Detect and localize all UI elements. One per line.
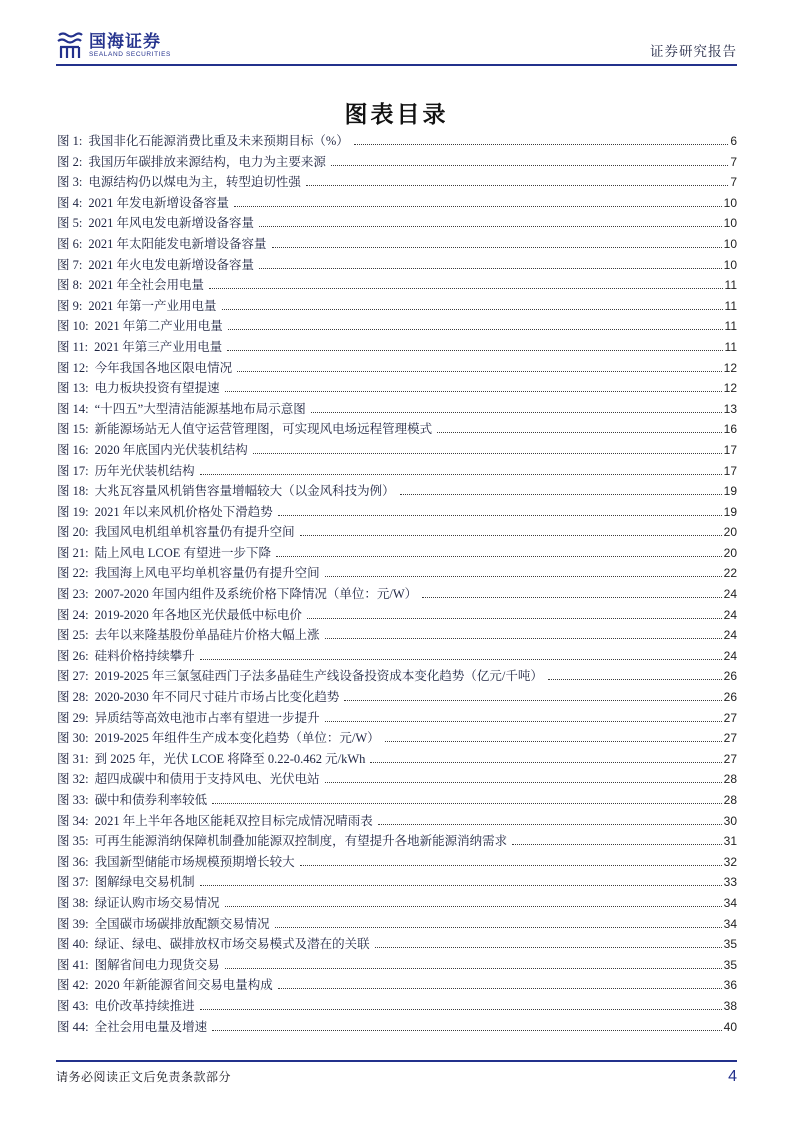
toc-entry-label: 图 22: [57, 566, 89, 581]
toc-entry-page: 10 [723, 195, 737, 210]
toc-entry-title: 2021 年以来风机价格处下滑趋势 [94, 504, 273, 519]
page-number: 4 [728, 1068, 737, 1085]
toc-entry-page: 24 [723, 587, 737, 602]
toc-dot-leader [278, 515, 722, 516]
toc-entry-title: 2021 年第三产业用电量 [94, 339, 223, 354]
toc-entry-label: 图 1: [57, 134, 83, 148]
toc-entry[interactable] [57, 502, 737, 523]
toc-entry-title: 大兆瓦容量风机销售容量增幅较大（以金风科技为例） [94, 484, 395, 499]
toc-dot-leader [200, 1009, 722, 1010]
toc-entry[interactable] [57, 440, 737, 461]
toc-entry-label: 图 11: [57, 339, 89, 354]
toc-entry[interactable] [57, 152, 737, 173]
toc-entry-page: 20 [723, 545, 737, 560]
toc-dot-leader [278, 988, 722, 989]
toc-entry-page: 13 [723, 401, 737, 416]
page-header [56, 28, 737, 66]
toc-entry-label: 图 7: [57, 257, 83, 272]
toc-entry-page: 24 [723, 648, 737, 663]
toc-entry-page: 31 [723, 834, 737, 849]
toc-entry-title: 2020 年底国内光伏装机结构 [94, 442, 248, 457]
toc-entry-title: 2019-2025 年组件生产成本变化趋势（单位：元/W） [94, 731, 380, 746]
toc-entry[interactable] [57, 955, 737, 976]
toc-entry-label: 图 27: [57, 669, 89, 684]
toc-dot-leader [325, 576, 722, 577]
toc-entry[interactable] [57, 543, 737, 564]
toc-entry-title: 历年光伏装机结构 [94, 463, 195, 478]
toc-entry[interactable] [57, 461, 737, 482]
toc-entry[interactable] [57, 996, 737, 1017]
toc-entry-title: 2021 年第一产业用电量 [88, 298, 217, 313]
toc-dot-leader [272, 247, 722, 248]
toc-entry-title: 2019-2025 年三氯氢硅西门子法多晶硅生产线设备投资成本变化趋势（亿元/千吨） [94, 669, 543, 684]
toc-entry-label: 图 5: [57, 216, 83, 231]
toc-entry-page: 7 [730, 154, 737, 169]
toc-entry-page: 32 [723, 854, 737, 869]
toc-entry-title: 图解绿电交易机制 [94, 875, 195, 890]
toc-entry-title: 到 2025 年，光伏 LCOE 将降至 0.22-0.462 元/kWh [94, 751, 366, 766]
toc-entry[interactable] [57, 749, 737, 770]
toc-entry-page: 11 [724, 278, 737, 293]
toc-entry[interactable] [57, 811, 737, 832]
toc-entry-title: 2021 年火电发电新增设备容量 [88, 257, 254, 272]
toc-entry-page: 10 [723, 236, 737, 251]
toc-entry-title: 去年以来隆基股份单晶硅片价格大幅上涨 [94, 628, 320, 643]
toc-entry[interactable] [57, 275, 737, 296]
toc-entry-label: 图 31: [57, 751, 89, 766]
toc-entry[interactable] [57, 172, 737, 193]
toc-dot-leader [512, 844, 722, 845]
sealand-logo-icon [56, 31, 83, 60]
toc-dot-leader [234, 206, 722, 207]
toc-dot-leader [300, 865, 722, 866]
toc-entry-title: 2021 年全社会用电量 [88, 278, 204, 293]
toc-entry[interactable] [57, 399, 737, 420]
toc-entry[interactable] [57, 687, 737, 708]
toc-dot-leader [378, 824, 722, 825]
toc-entry-label: 图 25: [57, 628, 89, 643]
toc-entry-title: 2021 年第二产业用电量 [94, 319, 223, 334]
toc-entry-title: 绿证、绿电、碳排放权市场交易模式及潜在的关联 [94, 937, 370, 952]
toc-entry[interactable] [57, 255, 737, 276]
toc-dot-leader [276, 556, 722, 557]
toc-entry-page: 19 [723, 484, 737, 499]
toc-entry[interactable] [57, 831, 737, 852]
toc-entry-title: 我国新型储能市场规模预期增长较大 [94, 854, 295, 869]
toc-entry-label: 图 16: [57, 442, 89, 457]
toc-entry-page: 12 [723, 360, 737, 375]
toc-dot-leader [400, 494, 722, 495]
toc-entry-page: 6 [730, 134, 737, 148]
toc-entry-page: 30 [723, 813, 737, 828]
toc-entry-label: 图 33: [57, 793, 89, 807]
toc-entry-label: 图 4: [57, 195, 83, 210]
toc-entry-label: 图 41: [57, 957, 89, 972]
toc-entry-page: 36 [723, 978, 737, 993]
toc-dot-leader [212, 803, 722, 804]
toc-entry-title: 电力板块投资有望提速 [94, 381, 220, 396]
brand-block [56, 31, 171, 60]
toc-dot-leader [227, 350, 722, 351]
toc-entry-label: 图 40: [57, 937, 89, 952]
toc-entry[interactable] [57, 625, 737, 646]
toc-entry[interactable] [57, 769, 737, 790]
toc-entry-title: 2021 年上半年各地区能耗双控目标完成情况晴雨表 [94, 813, 373, 828]
toc-entry-page: 35 [723, 957, 737, 972]
toc-entry-label: 图 10: [57, 319, 89, 334]
toc-dot-leader [225, 968, 722, 969]
toc-dot-leader [311, 412, 722, 413]
toc-entry-title: 电源结构仍以煤电为主，转型迫切性强 [88, 175, 301, 190]
toc-entry-title: 我国非化石能源消费比重及未来预期目标（%） [88, 134, 349, 148]
toc-entry-title: 我国海上风电平均单机容量仍有提升空间 [94, 566, 320, 581]
toc-entry-title: 我国历年碳排放来源结构，电力为主要来源 [88, 154, 326, 169]
toc-dot-leader [325, 721, 722, 722]
toc-dot-leader [331, 165, 728, 166]
toc-entry-page: 27 [723, 751, 737, 766]
toc-entry-title: 2021 年风电发电新增设备容量 [88, 216, 254, 231]
toc-entry[interactable] [57, 131, 737, 152]
toc-entry[interactable] [57, 358, 737, 379]
toc-entry-page: 26 [723, 690, 737, 705]
brand-subtitle: SEALAND SECURITIES [89, 50, 171, 58]
toc-entry-page: 33 [723, 875, 737, 890]
toc-dot-leader [259, 268, 722, 269]
toc-dot-leader [259, 226, 722, 227]
toc-dot-leader [275, 927, 722, 928]
toc-entry-page: 26 [723, 669, 737, 684]
toc-entry-label: 图 30: [57, 731, 89, 746]
toc-entry-label: 图 37: [57, 875, 89, 890]
toc-entry-label: 图 9: [57, 298, 83, 313]
figure-toc-list [57, 131, 737, 1037]
toc-dot-leader [200, 474, 722, 475]
toc-entry-page: 16 [723, 422, 737, 437]
toc-entry-page: 19 [723, 504, 737, 519]
toc-dot-leader [209, 288, 723, 289]
toc-entry[interactable] [57, 234, 737, 255]
toc-entry[interactable] [57, 296, 737, 317]
toc-entry-page: 24 [723, 607, 737, 622]
toc-entry[interactable] [57, 193, 737, 214]
toc-dot-leader [222, 309, 723, 310]
toc-entry-label: 图 38: [57, 895, 89, 910]
toc-entry-label: 图 36: [57, 854, 89, 869]
toc-dot-leader [306, 185, 728, 186]
toc-entry-title: 今年我国各地区限电情况 [94, 360, 233, 375]
toc-dot-leader [307, 618, 722, 619]
toc-entry-title: 图解省间电力现货交易 [94, 957, 220, 972]
toc-entry-page: 17 [723, 442, 737, 457]
toc-dot-leader [237, 371, 722, 372]
toc-entry[interactable] [57, 852, 737, 873]
toc-dot-leader [325, 638, 722, 639]
toc-dot-leader [225, 391, 722, 392]
toc-entry-label: 图 21: [57, 545, 89, 560]
toc-entry-label: 图 20: [57, 525, 89, 540]
toc-entry-page: 27 [723, 731, 737, 746]
toc-entry-title: 可再生能源消纳保障机制叠加能源双控制度，有望提升各地新能源消纳需求 [94, 834, 508, 849]
toc-entry-page: 22 [723, 566, 737, 581]
toc-dot-leader [375, 947, 722, 948]
toc-entry-title: 2020 年新能源省间交易电量构成 [94, 978, 273, 993]
toc-entry-page: 7 [730, 175, 737, 190]
toc-entry-page: 40 [723, 1019, 737, 1034]
toc-entry-label: 图 15: [57, 422, 89, 437]
toc-entry[interactable] [57, 666, 737, 687]
toc-entry-label: 图 28: [57, 690, 89, 705]
toc-entry[interactable] [57, 584, 737, 605]
toc-entry-page: 11 [724, 298, 737, 313]
toc-dot-leader [370, 762, 721, 763]
brand-name: 国海证券 [89, 31, 161, 51]
toc-entry-title: 全国碳市场碳排放配额交易情况 [94, 916, 270, 931]
toc-entry-page: 10 [723, 216, 737, 231]
toc-dot-leader [354, 144, 729, 145]
toc-entry-label: 图 2: [57, 154, 83, 169]
toc-entry-label: 图 13: [57, 381, 89, 396]
toc-entry[interactable] [57, 872, 737, 893]
toc-entry[interactable] [57, 213, 737, 234]
toc-dot-leader [325, 782, 722, 783]
toc-entry-title: “十四五”大型清洁能源基地布局示意图 [94, 401, 306, 416]
toc-entry-title: 2019-2020 年各地区光伏最低中标电价 [94, 607, 302, 622]
toc-entry-page: 27 [723, 710, 737, 725]
toc-dot-leader [385, 741, 722, 742]
toc-entry[interactable] [57, 522, 737, 543]
toc-entry-page: 38 [723, 998, 737, 1013]
page-footer [56, 1060, 737, 1086]
toc-entry-label: 图 12: [57, 360, 89, 375]
toc-entry-page: 10 [723, 257, 737, 272]
toc-entry-label: 图 32: [57, 772, 89, 787]
toc-entry[interactable] [57, 708, 737, 729]
toc-dot-leader [422, 597, 721, 598]
toc-entry-label: 图 14: [57, 401, 89, 416]
toc-entry-label: 图 26: [57, 648, 89, 663]
toc-dot-leader [344, 700, 721, 701]
toc-entry-page: 12 [723, 381, 737, 396]
toc-dot-leader [437, 432, 722, 433]
footer-disclaimer: 请务必阅读正文后免责条款部分 [56, 1070, 232, 1084]
toc-entry-page: 20 [723, 525, 737, 540]
toc-entry-label: 图 23: [57, 587, 89, 602]
toc-dot-leader [253, 453, 722, 454]
toc-entry[interactable] [57, 646, 737, 667]
toc-entry-page: 28 [723, 793, 737, 807]
page-title: 图表目录 [344, 102, 449, 127]
toc-entry-label: 图 18: [57, 484, 89, 499]
toc-entry[interactable] [57, 728, 737, 749]
toc-entry-label: 图 24: [57, 607, 89, 622]
toc-entry-title: 绿证认购市场交易情况 [94, 895, 220, 910]
toc-entry-page: 28 [723, 772, 737, 787]
toc-dot-leader [200, 659, 722, 660]
toc-entry[interactable] [57, 914, 737, 935]
toc-entry-page: 11 [724, 339, 737, 354]
toc-entry-label: 图 3: [57, 175, 83, 190]
toc-entry-title: 碳中和债券利率较低 [94, 793, 208, 807]
toc-entry[interactable] [57, 563, 737, 584]
toc-entry-title: 全社会用电量及增速 [94, 1019, 208, 1034]
toc-entry-title: 2021 年发电新增设备容量 [88, 195, 229, 210]
toc-entry-label: 图 19: [57, 504, 89, 519]
toc-entry-label: 图 43: [57, 998, 89, 1013]
report-type-label: 证券研究报告 [650, 44, 737, 59]
toc-entry[interactable] [57, 1017, 737, 1038]
toc-entry-label: 图 42: [57, 978, 89, 993]
toc-dot-leader [225, 906, 722, 907]
toc-entry-page: 34 [723, 916, 737, 931]
toc-entry[interactable] [57, 790, 737, 811]
toc-entry-label: 图 6: [57, 236, 83, 251]
toc-entry-title: 硅料价格持续攀升 [94, 648, 195, 663]
toc-entry[interactable] [57, 337, 737, 358]
toc-entry-title: 电价改革持续推进 [94, 998, 195, 1013]
toc-dot-leader [212, 1030, 722, 1031]
toc-entry-title: 我国风电机组单机容量仍有提升空间 [94, 525, 295, 540]
toc-entry-title: 陆上风电 LCOE 有望进一步下降 [94, 545, 271, 560]
toc-dot-leader [300, 535, 722, 536]
toc-dot-leader [548, 679, 722, 680]
toc-entry-title: 2020-2030 年不同尺寸硅片市场占比变化趋势 [94, 690, 340, 705]
toc-entry[interactable] [57, 605, 737, 626]
toc-entry-title: 2021 年太阳能发电新增设备容量 [88, 236, 267, 251]
toc-entry-label: 图 34: [57, 813, 89, 828]
toc-entry-page: 17 [723, 463, 737, 478]
toc-entry-label: 图 29: [57, 710, 89, 725]
toc-entry-title: 异质结等高效电池市占率有望进一步提升 [94, 710, 320, 725]
toc-dot-leader [228, 329, 723, 330]
toc-entry-label: 图 8: [57, 278, 83, 293]
toc-entry-page: 34 [723, 895, 737, 910]
toc-entry-page: 35 [723, 937, 737, 952]
toc-entry[interactable] [57, 481, 737, 502]
toc-entry-title: 超四成碳中和债用于支持风电、光伏电站 [94, 772, 320, 787]
toc-entry-label: 图 17: [57, 463, 89, 478]
toc-entry[interactable] [57, 934, 737, 955]
toc-entry-label: 图 44: [57, 1019, 89, 1034]
toc-entry-page: 24 [723, 628, 737, 643]
toc-entry[interactable] [57, 378, 737, 399]
toc-dot-leader [200, 885, 722, 886]
toc-entry-title: 2007-2020 年国内组件及系统价格下降情况（单位：元/W） [94, 587, 418, 602]
toc-entry-label: 图 35: [57, 834, 89, 849]
toc-entry-page: 11 [724, 319, 737, 334]
toc-entry[interactable] [57, 419, 737, 440]
toc-entry-label: 图 39: [57, 916, 89, 931]
toc-entry-title: 新能源场站无人值守运营管理图，可实现风电场远程管理模式 [94, 422, 433, 437]
toc-entry[interactable] [57, 316, 737, 337]
toc-entry[interactable] [57, 893, 737, 914]
toc-entry[interactable] [57, 975, 737, 996]
